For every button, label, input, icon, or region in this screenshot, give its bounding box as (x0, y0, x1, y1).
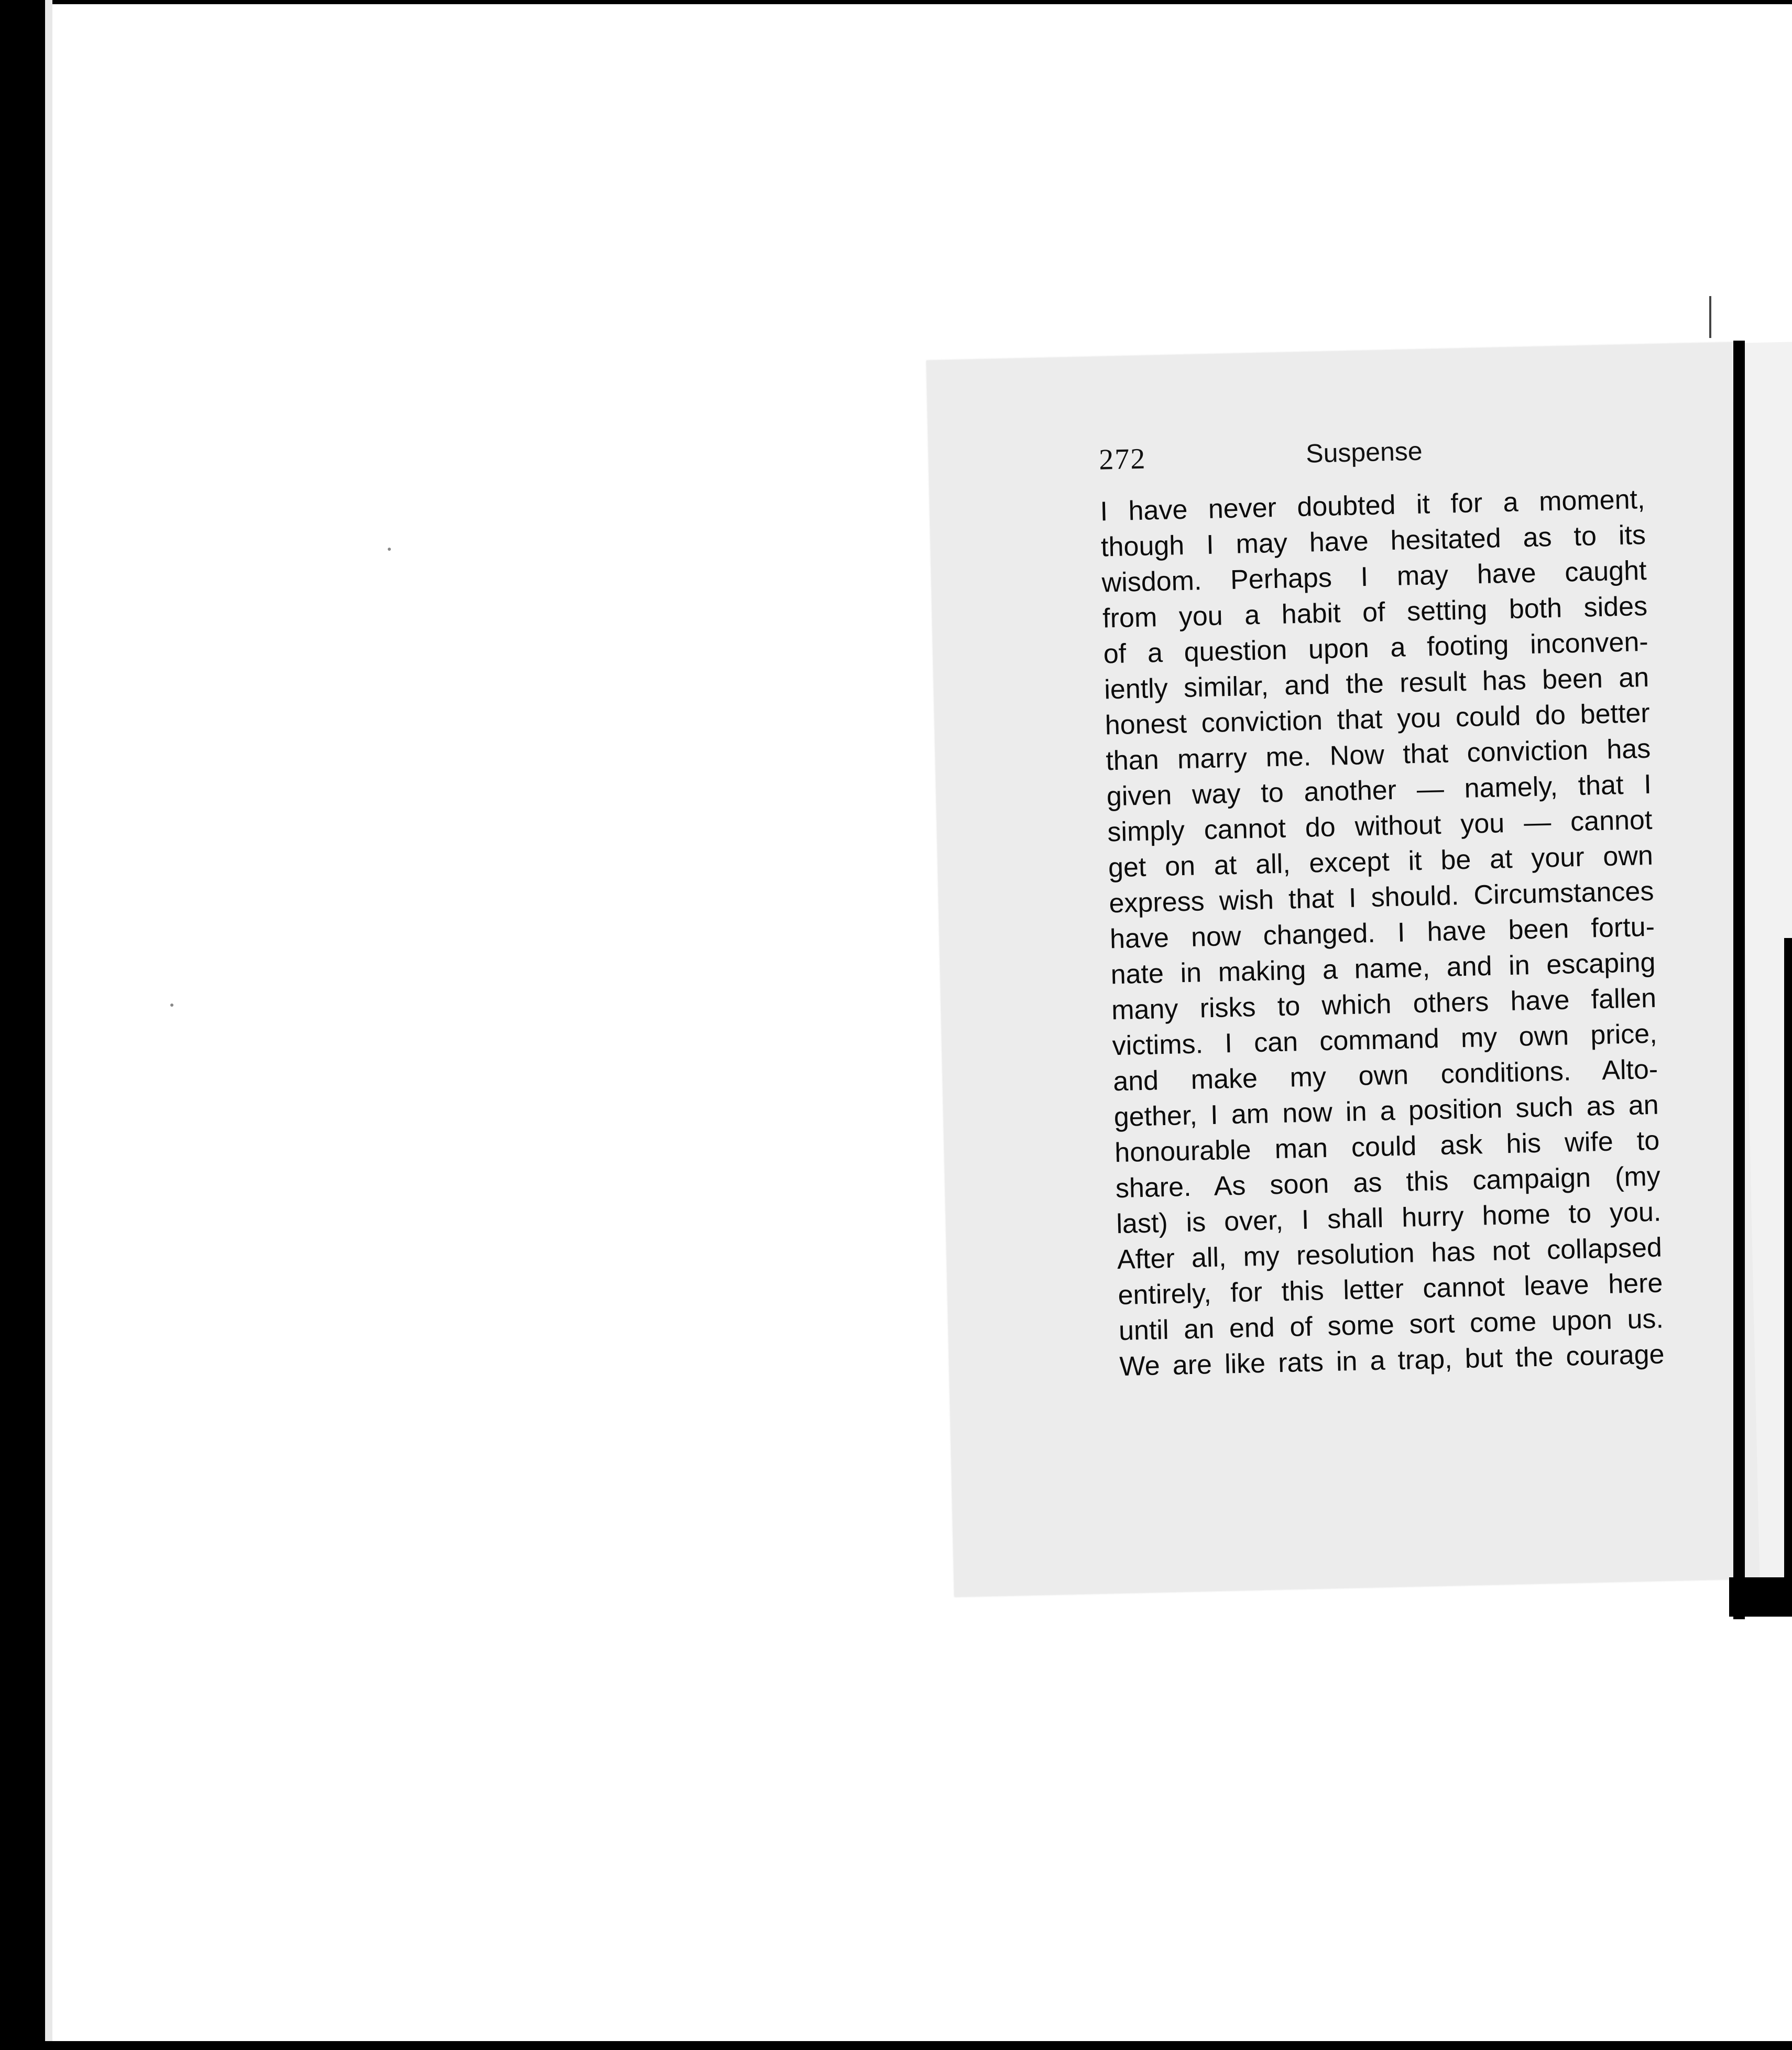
text-line: We are like rats in a trap, but the courage (1119, 1339, 1665, 1382)
text-line: entirely, for this letter cannot leave here (1117, 1268, 1663, 1311)
text-line: honest conviction that you could do better (1105, 697, 1651, 741)
text-line: from you a habit of setting both sides (1102, 591, 1648, 634)
scan-bottom-border (0, 2041, 1792, 2050)
text-line: share. As soon as this campaign (my (1115, 1161, 1661, 1204)
text-line: wisdom. Perhaps I may have caught (1101, 555, 1647, 598)
running-head: Suspense (1305, 436, 1423, 468)
page-header (1099, 430, 1666, 485)
scan-top-border (0, 0, 1792, 4)
text-line: though I may have hesitated as to its (1100, 519, 1646, 563)
text-line: given way to another — namely, that I (1106, 769, 1652, 812)
text-line: iently similar, and the result has been an (1103, 662, 1649, 705)
text-line: have now changed. I have been fortu- (1109, 911, 1655, 955)
text-line: victims. I can command my own price, (1112, 1018, 1658, 1062)
scan-left-margin (45, 0, 52, 2050)
page-gutter (1733, 341, 1745, 1619)
text-line: of a question upon a footing inconven- (1103, 626, 1649, 670)
scan-speck (170, 1004, 173, 1007)
text-line: honourable man could ask his wife to (1114, 1125, 1660, 1169)
text-line: nate in making a name, and in escaping (1110, 947, 1656, 990)
page-number: 272 (1098, 442, 1147, 476)
body-text (1100, 482, 1665, 1384)
text-line: and make my own conditions. Alto- (1112, 1054, 1658, 1097)
facing-page-bottom-shadow (1729, 1577, 1792, 1617)
scan-left-border (0, 0, 45, 2050)
text-line: express wish that I should. Circumstances (1108, 876, 1654, 919)
text-line: until an end of some sort come upon us. (1118, 1303, 1664, 1347)
text-line: get on at all, except it be at your own (1108, 840, 1654, 884)
facing-page-shadow (1784, 938, 1792, 1577)
text-line: than marry me. Now that conviction has (1105, 733, 1651, 777)
text-line: I have never doubted it for a moment, (1099, 484, 1646, 527)
crop-mark (1709, 296, 1711, 338)
text-line: After all, my resolution has not collapsed (1117, 1232, 1663, 1275)
scan-speck (388, 548, 391, 551)
text-line: gether, I am now in a position such as an (1113, 1089, 1659, 1133)
text-line: simply cannot do without you — cannot (1107, 804, 1653, 848)
text-line: many risks to which others have fallen (1111, 983, 1657, 1026)
book-page (926, 342, 1769, 1597)
text-line: last) is over, I shall hurry home to you. (1116, 1196, 1662, 1240)
